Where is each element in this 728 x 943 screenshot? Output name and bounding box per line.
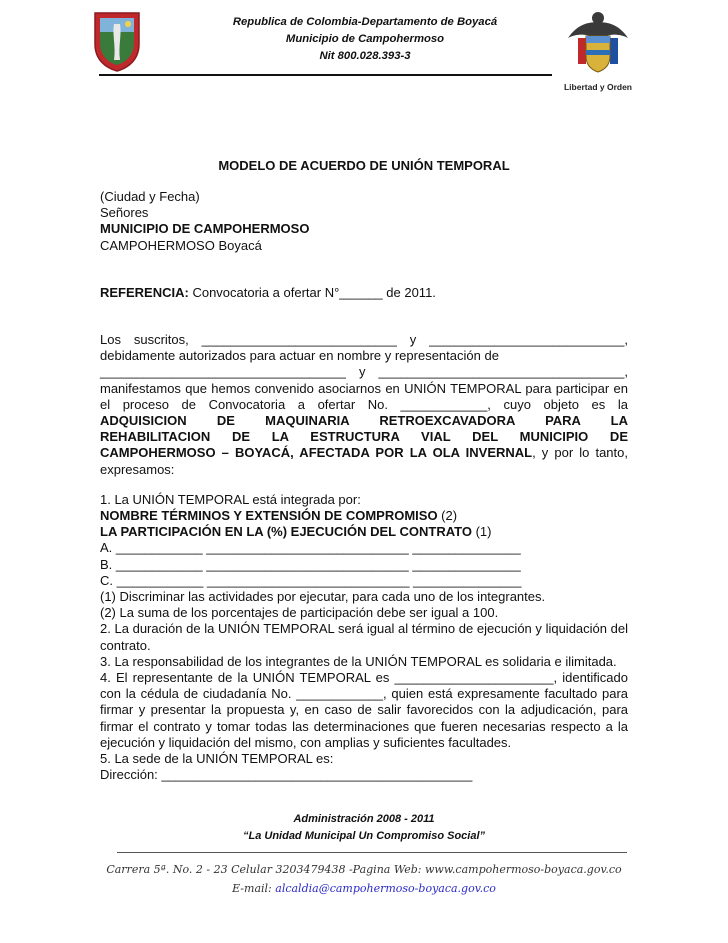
footer-address: Carrera 5ª. No. 2 - 23 Celular 3203479438 -Pagina Web: www.campohermoso-boyaca.gov.co xyxy=(106,863,622,876)
intro-line-5: el proceso de Convocatoria a ofertar No. ____________, cuyo objeto es la xyxy=(100,396,628,412)
intro-line-2: debidamente autorizados para actuar en nombre y representación de xyxy=(100,348,499,364)
item-1: 1. La UNIÓN TEMPORAL está integrada por: xyxy=(100,491,361,507)
footer-administration xyxy=(220,811,508,845)
municipal-crest-icon xyxy=(92,10,142,72)
intro-line-1: Los suscritos, ___________________________ y ___________________________, xyxy=(100,332,628,348)
national-coat-of-arms-icon xyxy=(562,8,634,94)
addressee-location: CAMPOHERMOSO Boyacá xyxy=(100,237,262,253)
footer-admin-period: Administración 2008 - 2011 xyxy=(293,813,435,825)
addressee-entity: MUNICIPIO DE CAMPOHERMOSO xyxy=(100,221,310,237)
letterhead-line-nit: Nit 800.028.393-3 xyxy=(319,50,411,62)
city-date-line: (Ciudad y Fecha) xyxy=(100,189,200,204)
reference-text: Convocatoria a ofertar N°______ de 2011. xyxy=(188,284,436,300)
footer-email-line xyxy=(100,878,628,899)
member-row-a: A. ____________ ____________________________ _______________ xyxy=(100,540,521,556)
footer-slogan: “La Unidad Municipal Un Compromiso Social” xyxy=(242,830,486,842)
note-1: (1) Discriminar las actividades por ejecutar, para cada uno de los integrantes. xyxy=(100,589,546,605)
table-header-terms: NOMBRE TÉRMINOS Y EXTENSIÓN DE COMPROMISO (2) xyxy=(100,508,458,524)
member-row-b: B. ____________ ____________________________ _______________ xyxy=(100,556,521,572)
intro-line-7: REHABILITACION DE LA ESTRUCTURA VIAL DEL MUNICIPIO DE xyxy=(100,429,628,445)
footer-email-link[interactable]: alcaldia@campohermoso-boyaca.gov.co xyxy=(275,882,496,895)
footer-divider xyxy=(117,852,627,853)
table-header-participation: LA PARTICIPACIÓN EN LA (%) EJECUCIÓN DEL CONTRATO (1) xyxy=(100,524,492,540)
member-row-c: C. ____________ ____________________________ _______________ xyxy=(100,572,522,588)
coat-of-arms-motto: Libertad y Orden xyxy=(563,82,633,92)
letterhead-line-country: Republica de Colombia-Departamento de Boyacá xyxy=(232,16,498,28)
salutation: Señores xyxy=(100,205,149,221)
reference-line xyxy=(100,285,628,301)
letterhead-text xyxy=(200,14,530,65)
intro-line-3: __________________________________ y __________________________________, xyxy=(100,364,628,380)
intro-line-6: ADQUISICION DE MAQUINARIA RETROEXCAVADORA PARA LA xyxy=(100,413,628,429)
intro-line-4: manifestamos que hemos convenido asociarnos en UNIÓN TEMPORAL para participar en xyxy=(100,380,628,396)
letterhead-line-municipality: Municipio de Campohermoso xyxy=(285,33,445,45)
header-divider xyxy=(99,74,552,76)
document-title: MODELO DE ACUERDO DE UNIÓN TEMPORAL xyxy=(218,158,510,173)
item-2: 2. La duración de la UNIÓN TEMPORAL será igual al término de ejecución y liquidación del contrato. xyxy=(100,621,628,653)
intro-line-8: CAMPOHERMOSO – BOYACÁ, AFECTADA POR LA OLA INVERNAL, y por lo tanto, xyxy=(100,445,628,461)
reference-label: REFERENCIA: xyxy=(100,284,189,300)
address-line: Dirección: ___________________________________________ xyxy=(100,767,473,783)
item-3: 3. La responsabilidad de los integrantes de la UNIÓN TEMPORAL es solidaria e ilimitada. xyxy=(100,653,617,669)
footer-email-label: E-mail: xyxy=(232,882,276,895)
intro-line-9: expresamos: xyxy=(100,461,175,477)
item-5: 5. La sede de la UNIÓN TEMPORAL es: xyxy=(100,751,334,767)
document-body xyxy=(100,189,628,784)
item-4: 4. El representante de la UNIÓN TEMPORAL es ______________________, identificado con la cédula de ciudadanía No. ____________, quien está expresamente facultado para firmar y presentar la propuesta y, en caso de salir favorecidos con la adjudicación, para firmar el contrato y tomar todas las determinaciones que fueren necesarias respecto a la ejecución y liquidación del mismo, con amplias y suficientes facultades. xyxy=(100,670,628,750)
note-2: (2) La suma de los porcentajes de participación debe ser igual a 100. xyxy=(100,605,499,621)
